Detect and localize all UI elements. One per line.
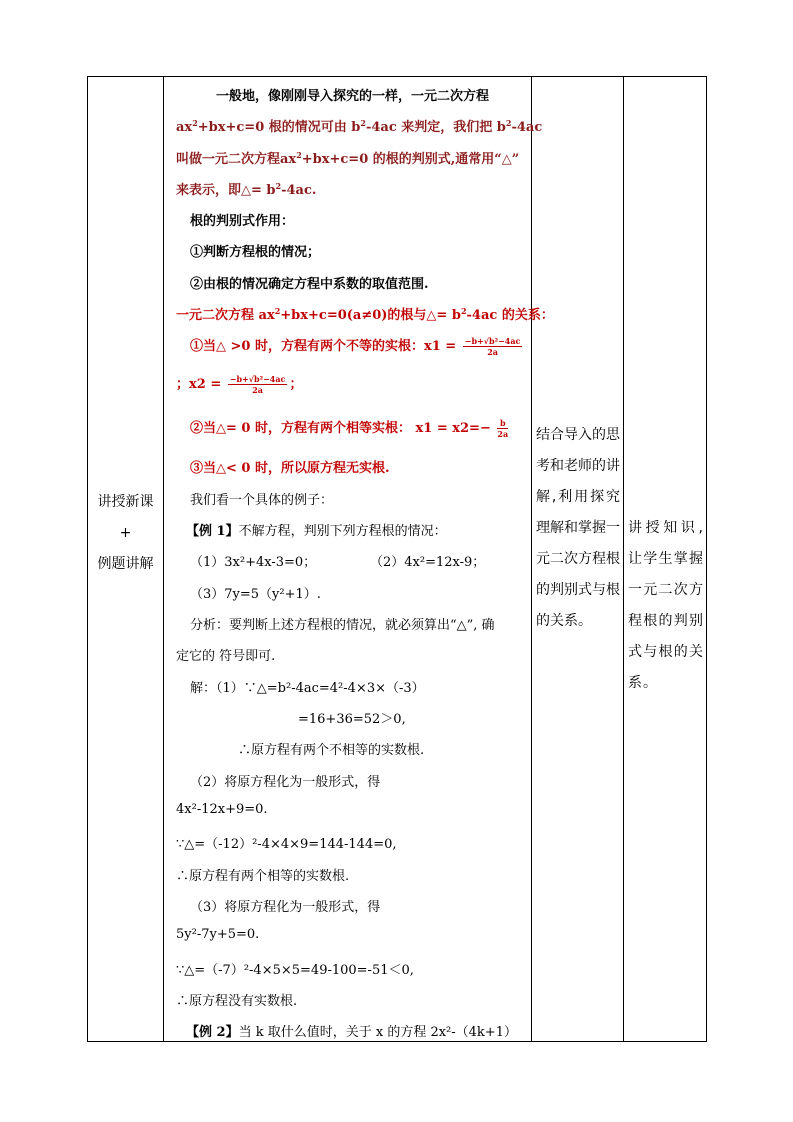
stage-label: 例题讲解: [97, 556, 154, 572]
solution-line: ∵△=（-12）²-4×4×9=144-144=0,: [176, 837, 397, 852]
solution-line: ∵△=（-7）²-4×5×5=49-100=-51＜0,: [176, 963, 414, 978]
solution-line: =16+36=52＞0,: [298, 712, 406, 727]
student-activity-cell: 结合导入的思考和老师的讲解,利用探究理解和掌握一元二次方程根的判别式与根的关系。: [536, 427, 620, 629]
example-title: 【例 2】当 k 取什么值时，关于 x 的方程 2x²-（4k+1）: [186, 1025, 517, 1040]
formula-fraction: $\frac{\text{−b+√b²−4ac}}{2a}$: [229, 374, 286, 395]
example-question: （2）4x²=12x-9；: [370, 555, 486, 570]
case-line: ②当△= 0 时，方程有两个相等实根： x1 = x2=− $\frac{b}{2a}$: [190, 418, 509, 439]
solution-line: （2）将原方程化为一般形式，得: [190, 775, 381, 790]
example-question: （3）7y=5（y²+1）.: [190, 587, 321, 602]
column-divider: [623, 77, 624, 1041]
solution-line: 解：（1）∵△=b²-4ac=4²-4×3×（-3）: [190, 681, 425, 696]
design-intent-cell: 讲授知识,让学生掌握一元二次方程根的判别式与根的关系。: [628, 520, 704, 691]
stage-label: 讲授新课: [97, 494, 154, 510]
stage-plus: +: [119, 525, 132, 541]
solution-line: ∴原方程有两个相等的实数根.: [176, 869, 350, 884]
column-divider: [163, 77, 164, 1041]
lesson-table: [87, 76, 707, 1042]
paragraph-line: 来表示，即△= $b^2-4ac$.: [176, 181, 317, 198]
solution-line: 4x²-12x+9=0.: [176, 802, 268, 817]
example-question: （1）3x²+4x-3=0；: [190, 555, 317, 570]
solution-line: ∴原方程有两个不相等的实数根.: [238, 743, 425, 758]
solution-line: 5y²-7y+5=0.: [176, 927, 260, 942]
list-item: ②由根的情况确定方程中系数的取值范围.: [190, 277, 429, 292]
analysis-line: 定它的 符号即可.: [176, 649, 276, 664]
analysis-line: 分析：要判断上述方程根的情况，就必须算出“△”, 确: [190, 618, 495, 633]
paragraph-line: 一般地，像刚刚导入探究的一样，一元二次方程: [216, 89, 490, 104]
list-item: ①判断方程根的情况；: [190, 245, 321, 260]
formula-fraction: $\frac{b}{2a}$: [497, 418, 509, 439]
formula-fraction: $\frac{\text{−b+√b²−4ac}}{2a}$: [464, 336, 521, 357]
section-title: 一元二次方程 $ax^2+bx+c=0(a\ne 0)$的根与△= $b^2-4ac$ 的关系：: [176, 306, 554, 323]
paragraph-line: $ax^2+bx+c=0$ 根的情况可由 $b^2-4ac$ 来判定，我们把 $b^2-4ac$: [176, 118, 543, 135]
stage-cell: [88, 487, 163, 580]
paragraph-line: 我们看一个具体的例子：: [190, 493, 334, 508]
case-line: ③当△< 0 时，所以原方程无实根.: [190, 461, 390, 476]
example-title: 【例 1】不解方程，判别下列方程根的情况：: [186, 524, 447, 539]
case-line: ；x2 = $\frac{\text{−b+√b²−4ac}}{2a}$ ；: [176, 374, 303, 395]
solution-line: ∴原方程没有实数根.: [176, 994, 298, 1009]
case-line: ①当△ >0 时，方程有两个不等的实根：x1 = $\frac{\text{−b+√b²−4ac}}{2a}$: [190, 336, 521, 357]
paragraph-line: 叫做一元二次方程$ax^2+bx+c=0$ 的根的判别式,通常用“△”: [176, 150, 520, 167]
section-title: 根的判别式作用：: [190, 214, 295, 229]
solution-line: （3）将原方程化为一般形式，得: [190, 900, 381, 915]
